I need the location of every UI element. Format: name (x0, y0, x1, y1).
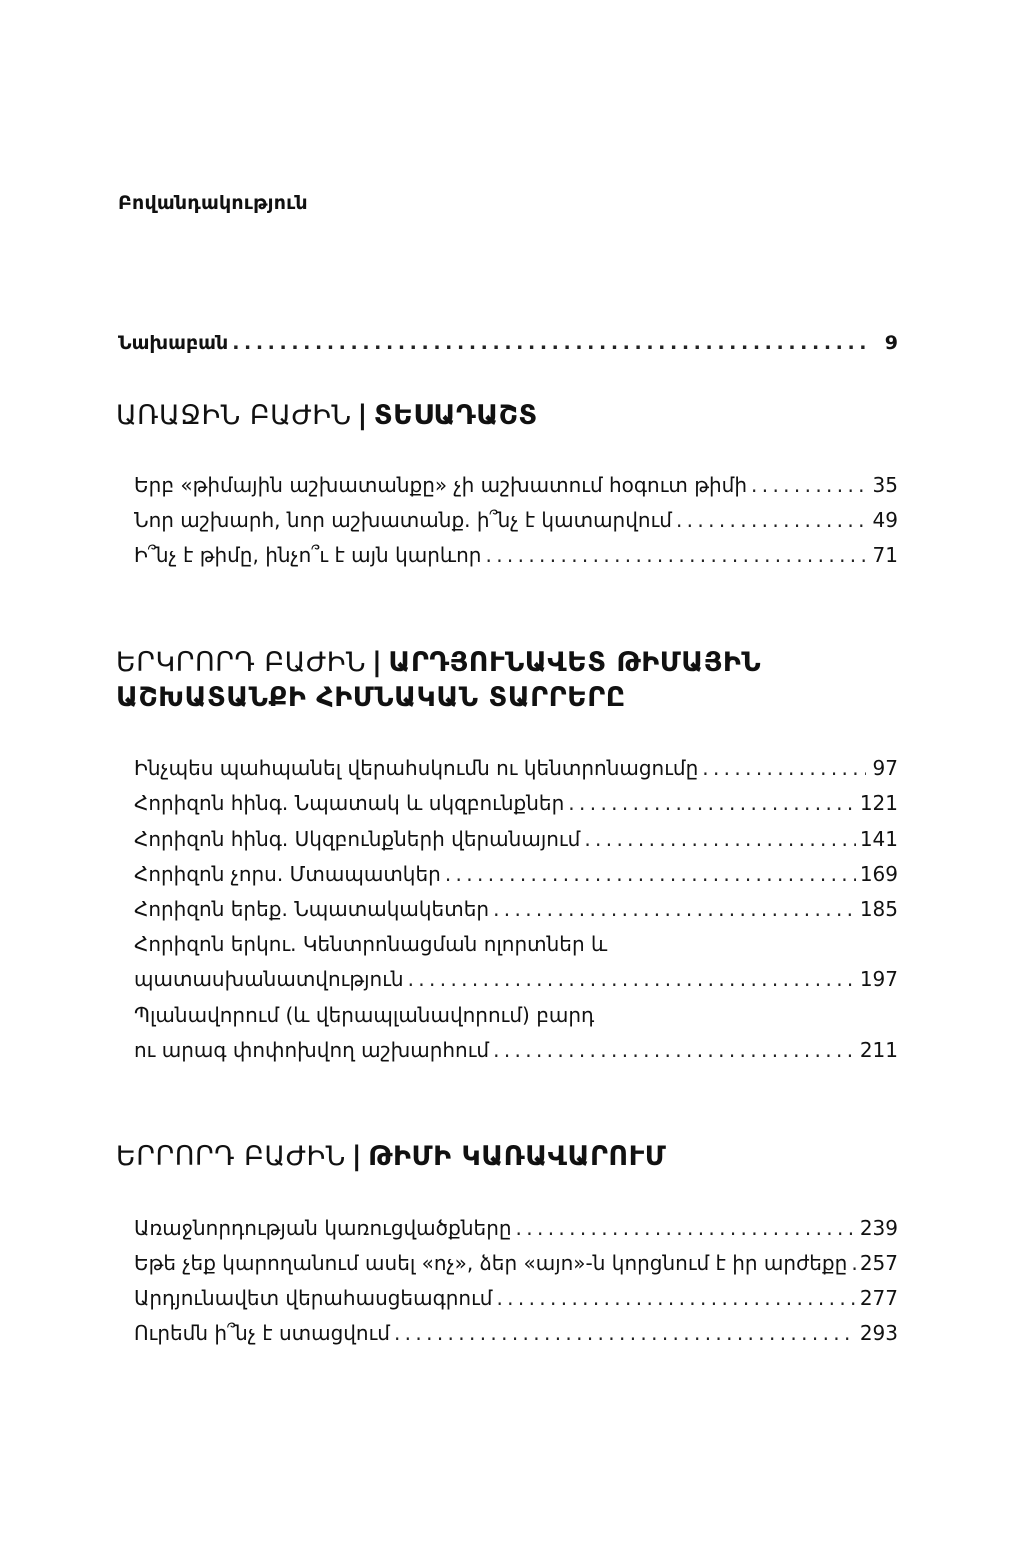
toc-page-number: 71 (872, 543, 898, 567)
toc-entry-title: Արդյունավետ վերահասցեագրում (134, 1286, 493, 1310)
toc-page-number: 293 (859, 1321, 898, 1345)
toc-page-number: 211 (859, 1038, 898, 1062)
toc-entry[interactable] (134, 1320, 898, 1346)
toc-entry[interactable] (134, 826, 898, 852)
toc-entry-line1[interactable] (134, 1002, 594, 1028)
toc-entry[interactable] (134, 507, 898, 533)
toc-entry[interactable] (134, 790, 898, 816)
toc-entry-title: Երբ «թիմային աշխատանքը» չի աշխատում հօգուտ թիմի (134, 473, 748, 497)
separator-bar: | (357, 400, 368, 431)
toc-page-number: 35 (872, 473, 898, 497)
toc-entry[interactable] (134, 542, 898, 568)
part-heading-2-line2 (116, 679, 626, 716)
toc-entry-title: Առաջնորդության կառուցվածքները (134, 1216, 512, 1240)
toc-page-number: 169 (859, 862, 898, 886)
dot-leader (702, 755, 866, 781)
toc-entry-line1[interactable] (134, 931, 607, 957)
toc-page-number: 9 (884, 332, 898, 354)
toc-page-number: 257 (859, 1251, 898, 1275)
part-label: ԱՌԱՋԻՆ ԲԱԺԻՆ (116, 400, 352, 431)
part-label: ԵՐՐՈՐԴ ԲԱԺԻՆ (116, 1141, 346, 1172)
toc-entry[interactable] (134, 1215, 898, 1241)
toc-page-number: 141 (859, 827, 898, 851)
toc-entry-title: Պլանավորում (և վերապլանավորում) բարդ (134, 1003, 595, 1027)
dot-leader (493, 896, 856, 922)
part-name: ՏԵՍԱԴԱՇՏ (373, 400, 538, 431)
toc-entry[interactable] (134, 472, 898, 498)
dot-leader (232, 330, 866, 356)
toc-entry-title: Հորիզոն հինգ. Նպատակ և սկզբունքներ (134, 791, 565, 815)
toc-entry-title: Ինչպես պահպանել վերահսկումն ու կենտրոնացումը (134, 756, 699, 780)
part-heading-1 (116, 397, 538, 434)
toc-page-number: 239 (859, 1216, 898, 1240)
dot-leader (493, 1037, 856, 1063)
dot-leader (485, 542, 866, 568)
toc-entry[interactable] (134, 755, 898, 781)
part-heading-2 (116, 644, 761, 681)
dot-leader (851, 1250, 856, 1276)
toc-entry-title: պատասխանատվություն (134, 967, 404, 991)
toc-page-number: 277 (859, 1286, 898, 1310)
toc-entry[interactable] (134, 1285, 898, 1311)
toc-entry[interactable] (134, 861, 898, 887)
toc-entry-title: Ուրեմն ի՞նչ է ստացվում (134, 1321, 390, 1345)
dot-leader (568, 790, 856, 816)
dot-leader (584, 826, 856, 852)
toc-entry-title: Նախաբան (118, 332, 229, 354)
dot-leader (751, 472, 866, 498)
toc-entry[interactable] (134, 966, 898, 992)
toc-entry-title: Ի՞նչ է թիմը, ինչո՞ւ է այն կարևոր (134, 543, 482, 567)
toc-entry-title: Հորիզոն չորս. Մտապատկեր (134, 862, 441, 886)
toc-page-number: 121 (859, 791, 898, 815)
toc-page-number: 49 (872, 508, 898, 532)
toc-page-number: 185 (859, 897, 898, 921)
toc-entry-preface[interactable] (118, 330, 898, 356)
toc-entry[interactable] (134, 896, 898, 922)
part-label: ԵՐԿՐՈՐԴ ԲԱԺԻՆ (116, 647, 367, 678)
part-name: ԱՐԴՅՈՒՆԱՎԵՏ ԹԻՄԱՅԻՆ (388, 647, 762, 678)
toc-page-number: 97 (872, 756, 898, 780)
part-name: ԹԻՄԻ ԿԱՌԱՎԱՐՈՒՄ (368, 1141, 667, 1172)
toc-entry[interactable] (134, 1037, 898, 1063)
toc-entry-title: Հորիզոն երկու. Կենտրոնացման ոլորտներ և (134, 932, 608, 956)
toc-entry-title: Հորիզոն հինգ. Սկզբունքների վերանայում (134, 827, 581, 851)
toc-entry-title: Հորիզոն երեք. Նպատակակետեր (134, 897, 490, 921)
dot-leader (496, 1285, 855, 1311)
dot-leader (516, 1215, 856, 1241)
dot-leader (676, 507, 866, 533)
page-title: Բովանդակություն (118, 192, 308, 214)
part-name: ԱՇԽԱՏԱՆՔԻ ՀԻՄՆԱԿԱՆ ՏԱՐՐԵՐԸ (116, 682, 626, 713)
part-heading-3 (116, 1138, 666, 1175)
toc-entry-title: Նոր աշխարհ, նոր աշխատանք. ի՞նչ է կատարվում (134, 508, 672, 532)
toc-page-number: 197 (859, 967, 898, 991)
toc-entry-title: Եթե չեք կարողանում ասել «ոչ», ձեր «այո»-ն կորցնում է իր արժեքը (134, 1251, 848, 1275)
dot-leader (408, 966, 856, 992)
separator-bar: | (351, 1141, 363, 1172)
toc-entry[interactable] (134, 1250, 898, 1276)
toc-entry-title: ու արագ փոփոխվող աշխարհում (134, 1038, 490, 1062)
separator-bar: | (372, 647, 383, 678)
dot-leader (394, 1320, 856, 1346)
dot-leader (445, 861, 856, 887)
